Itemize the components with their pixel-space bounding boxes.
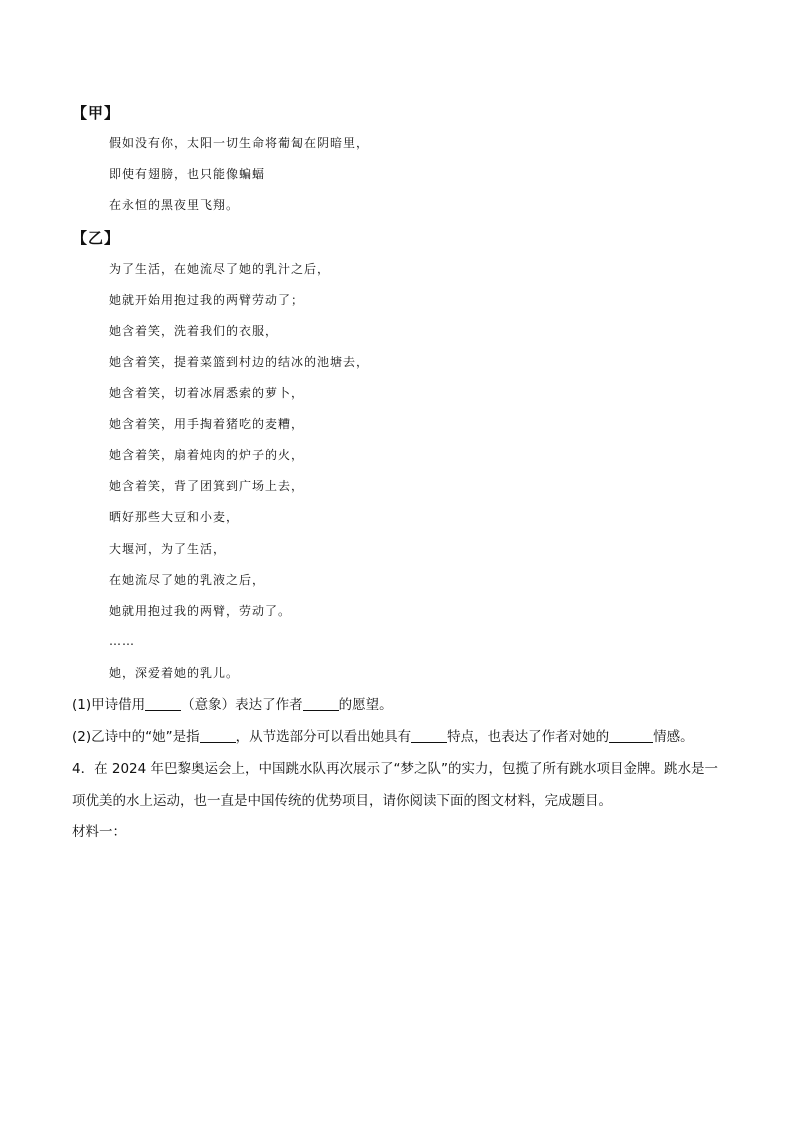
poem-line: 假如没有你，太阳一切生命将葡匐在阴暗里，	[109, 136, 370, 150]
poem-line: 她就用抱过我的两臂，劳动了。	[109, 604, 292, 618]
question-1	[72, 696, 393, 714]
question-1-prefix: (1)甲诗借用	[72, 697, 146, 713]
poem-line: 她含着笑，提着菜篮到村边的结冰的池塘去，	[109, 355, 370, 369]
question-2	[72, 728, 694, 746]
question-1-suffix: 的愿望。	[338, 697, 393, 713]
poem-line: ……	[109, 634, 135, 648]
section-heading-jia: 【甲】	[72, 104, 121, 122]
poem-line: 她含着笑，用手掏着猪吃的麦糟，	[109, 417, 305, 431]
question-4-line: 项优美的水上运动，也一直是中国传统的优势项目，请你阅读下面的图文材料，完成题目。	[72, 793, 612, 809]
answer-blank[interactable]	[411, 728, 447, 743]
question-2-prefix: (2)乙诗中的“她”是指	[72, 729, 200, 745]
poem-line: 即使有翅膀，也只能像蝙蝠	[109, 167, 266, 181]
poem-line: 她含着笑，背了团箕到广场上去，	[109, 479, 305, 493]
answer-blank[interactable]	[145, 696, 181, 711]
poem-line: 她，深爱着她的乳儿。	[109, 666, 240, 680]
poem-line: 晒好那些大豆和小麦，	[109, 510, 240, 524]
poem-line: 她含着笑，扇着炖肉的炉子的火，	[109, 448, 305, 462]
poem-line: 她含着笑，洗着我们的衣服，	[109, 324, 279, 338]
question-2-mid1: ，从节选部分可以看出她具有	[235, 729, 412, 745]
question-1-mid: （意象）表达了作者	[181, 697, 303, 713]
poem-line: 在她流尽了她的乳液之后，	[109, 573, 266, 587]
poem-line: 为了生活，在她流尽了她的乳汁之后，	[109, 262, 331, 276]
question-2-mid2: 特点，也表达了作者对她的	[447, 729, 610, 745]
section-heading-yi: 【乙】	[72, 229, 121, 247]
question-2-suffix: 情感。	[653, 729, 694, 745]
poem-line: 在永恒的黑夜里飞翔。	[109, 198, 240, 212]
answer-blank[interactable]	[200, 728, 236, 743]
answer-blank[interactable]	[609, 728, 653, 743]
poem-line: 她就开始用抱过我的两臂劳动了；	[109, 293, 305, 307]
poem-line: 大堰河，为了生活，	[109, 542, 227, 556]
poem-line: 她含着笑，切着冰屑悉索的萝卜，	[109, 386, 305, 400]
material-one-label: 材料一：	[72, 824, 126, 840]
question-4-line: 4．在 2024 年巴黎奥运会上，中国跳水队再次展示了“梦之队”的实力，包揽了所有跳水项目金牌。跳水是一	[72, 761, 719, 777]
answer-blank[interactable]	[303, 696, 339, 711]
